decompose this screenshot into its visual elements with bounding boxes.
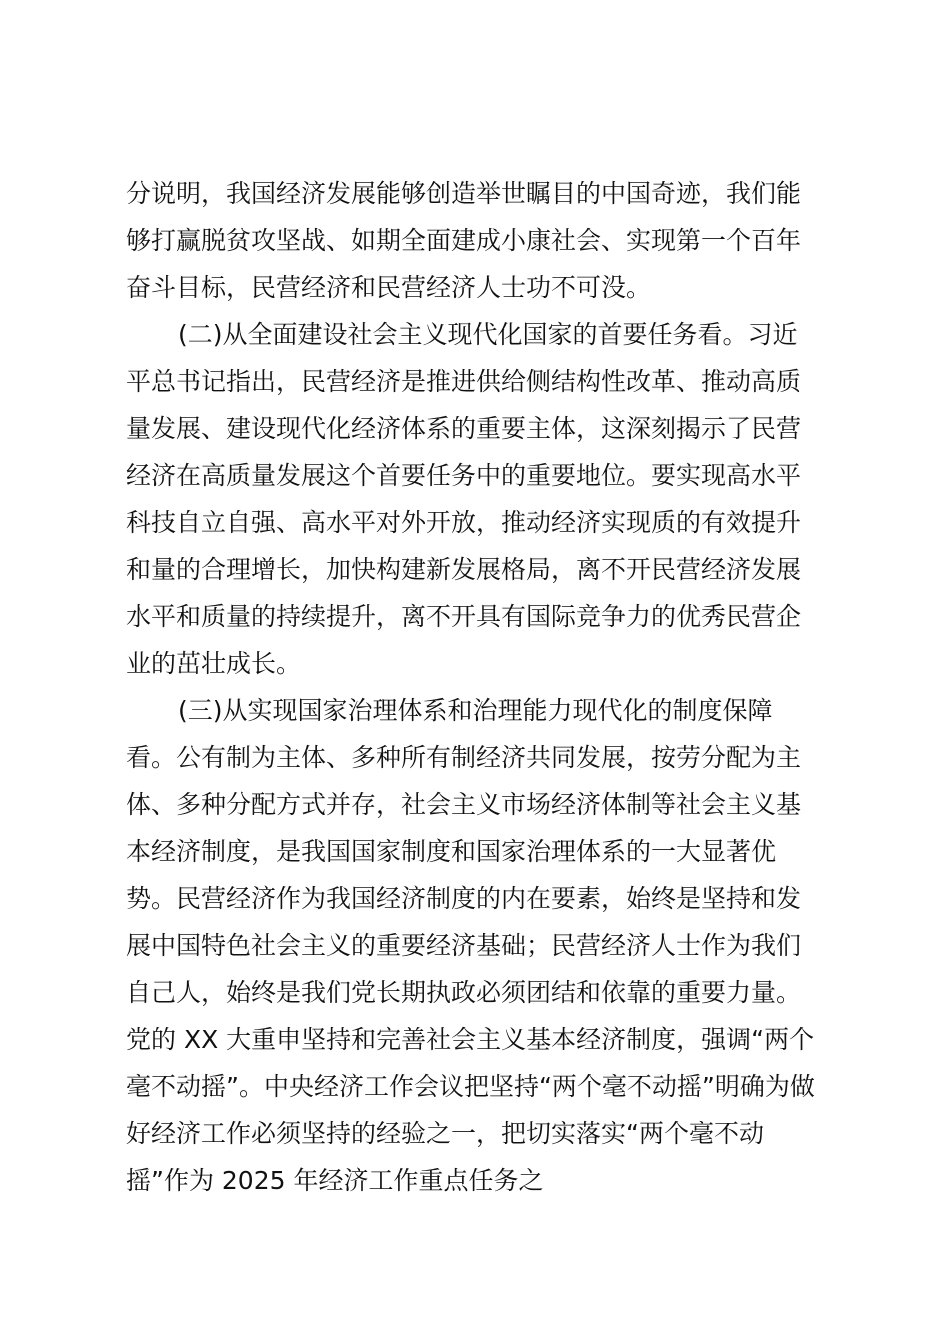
text-line: 好经济工作必须坚持的经验之一，把切实落实“两个毫不动 — [126, 1119, 764, 1148]
text-line: 毫不动摇”。中央经济工作会议把坚持“两个毫不动摇”明确为做 — [126, 1072, 815, 1101]
text-line: 分说明，我国经济发展能够创造举世瞩目的中国奇迹，我们能 — [126, 179, 802, 208]
body-text — [126, 170, 846, 1204]
text-line: 经济在高质量发展这个首要任务中的重要地位。要实现高水平 — [126, 461, 802, 490]
text-line: 水平和质量的持续提升，离不开具有国际竞争力的优秀民营企 — [126, 602, 802, 631]
text-line: 业的茁壮成长。 — [126, 649, 302, 678]
text-line: 看。公有制为主体、多种所有制经济共同发展，按劳分配为主 — [126, 743, 802, 772]
text-line: 和量的合理增长，加快构建新发展格局，离不开民营经济发展 — [126, 555, 802, 584]
section-heading-line: (三)从实现国家治理体系和治理能力现代化的制度保障 — [178, 696, 773, 725]
text-line: 摇”作为 2025 年经济工作重点任务之 — [126, 1166, 544, 1195]
text-line: 科技自立自强、高水平对外开放，推动经济实现质的有效提升 — [126, 508, 802, 537]
text-line: 体、多种分配方式并存，社会主义市场经济体制等社会主义基 — [126, 790, 802, 819]
text-line: 自己人，始终是我们党长期执政必须团结和依靠的重要力量。 — [126, 978, 802, 1007]
text-line: 奋斗目标，民营经济和民营经济人士功不可没。 — [126, 273, 652, 302]
text-line: 势。民营经济作为我国经济制度的内在要素，始终是坚持和发 — [126, 884, 802, 913]
text-line: 展中国特色社会主义的重要经济基础；民营经济人士作为我们 — [126, 931, 802, 960]
text-line: 平总书记指出，民营经济是推进供给侧结构性改革、推动高质 — [126, 367, 802, 396]
text-line: 量发展、建设现代化经济体系的重要主体，这深刻揭示了民营 — [126, 414, 802, 443]
text-line: 本经济制度，是我国国家制度和国家治理体系的一大显著优 — [126, 837, 777, 866]
section-heading-line: (二)从全面建设社会主义现代化国家的首要任务看。习近 — [178, 320, 798, 349]
text-line: 够打赢脱贫攻坚战、如期全面建成小康社会、实现第一个百年 — [126, 226, 802, 255]
text-line: 党的 XX 大重申坚持和完善社会主义基本经济制度，强调“两个 — [126, 1025, 815, 1054]
